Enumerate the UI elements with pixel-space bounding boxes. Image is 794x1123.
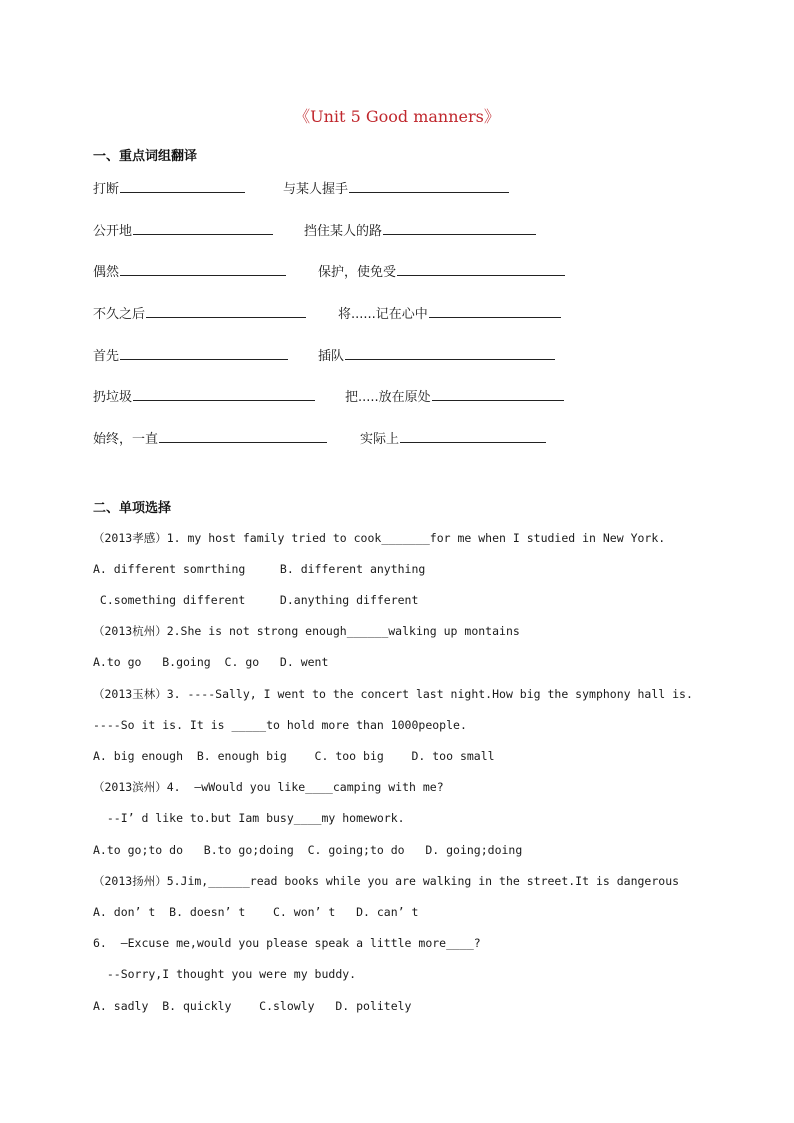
option-line: A. different somrthing B. different anything <box>93 562 426 576</box>
answer-blank[interactable] <box>432 386 564 401</box>
vocab-item <box>338 303 561 325</box>
answer-blank[interactable] <box>133 386 315 401</box>
question-line: （2013玉林）3. ----Sally, I went to the concert last night.How big the symphony hall is. <box>93 687 693 701</box>
dialogue-line: --I’ d like to.but Iam busy____my homework. <box>93 811 405 825</box>
section-heading-multiple-choice: 二、单项选择 <box>93 501 172 516</box>
answer-blank[interactable] <box>349 178 509 193</box>
vocab-label: 打断 <box>93 182 120 197</box>
option-line: C.something different D.anything different <box>93 593 419 607</box>
option-line: A.to go;to do B.to go;doing C. going;to do D. going;doing <box>93 843 523 857</box>
question-line: （2013杭州）2.She is not strong enough______walking up montains <box>93 624 520 638</box>
option-line: A.to go B.going C. go D. went <box>93 655 329 669</box>
answer-blank[interactable] <box>383 220 536 235</box>
vocab-label: 不久之后 <box>93 307 146 322</box>
vocab-label: 实际上 <box>360 432 400 447</box>
vocab-item <box>283 178 509 200</box>
vocab-row <box>93 303 733 323</box>
answer-blank[interactable] <box>429 303 561 318</box>
vocab-label: 偶然 <box>93 265 120 280</box>
option-line: A. big enough B. enough big C. too big D. too small <box>93 749 495 763</box>
question-line: （2013扬州）5.Jim,______read books while you are walking in the street.It is dangerous <box>93 874 680 888</box>
vocab-label: 把.....放在原处 <box>345 390 431 405</box>
vocab-label: 始终，一直 <box>93 432 159 447</box>
answer-blank[interactable] <box>120 345 288 360</box>
option-line: A. sadly B. quickly C.slowly D. politely <box>93 999 412 1013</box>
vocab-label: 与某人握手 <box>283 182 349 197</box>
vocab-item <box>318 261 565 283</box>
vocab-label: 保护，使免受 <box>318 265 397 280</box>
vocab-item <box>93 345 288 367</box>
vocab-item <box>93 386 315 408</box>
section-heading-translation: 一、重点词组翻译 <box>93 149 198 164</box>
question-line: （2013孝感）1. my host family tried to cook_______for me when I studied in New York. <box>93 531 666 545</box>
option-line: A. don’ t B. doesn’ t C. won’ t D. can’ t <box>93 905 419 919</box>
vocab-item <box>93 303 306 325</box>
vocab-item <box>93 178 245 200</box>
vocab-label: 插队 <box>318 349 345 364</box>
dialogue-line: ----So it is. It is _____to hold more than 1000people. <box>93 718 467 732</box>
vocab-row <box>93 261 733 281</box>
vocab-row <box>93 386 733 406</box>
vocab-label: 挡住某人的路 <box>304 224 383 239</box>
vocab-item <box>93 220 273 242</box>
vocab-label: 公开地 <box>93 224 133 239</box>
question-line: （2013滨州）4. –wWould you like____camping with me? <box>93 780 444 794</box>
vocab-label: 将......记在心中 <box>338 307 428 322</box>
vocab-row <box>93 428 733 448</box>
answer-blank[interactable] <box>397 261 565 276</box>
vocab-row <box>93 178 733 198</box>
answer-blank[interactable] <box>345 345 555 360</box>
dialogue-line: --Sorry,I thought you were my buddy. <box>93 967 357 981</box>
answer-blank[interactable] <box>146 303 306 318</box>
vocab-label: 扔垃圾 <box>93 390 133 405</box>
answer-blank[interactable] <box>159 428 327 443</box>
answer-blank[interactable] <box>120 261 286 276</box>
question-line: 6. –Excuse me,would you please speak a little more____? <box>93 936 481 950</box>
vocab-label: 首先 <box>93 349 120 364</box>
vocab-row <box>93 220 733 240</box>
answer-blank[interactable] <box>400 428 546 443</box>
page-title: 《Unit 5 Good manners》 <box>294 107 500 126</box>
vocab-item <box>93 261 286 283</box>
vocab-row <box>93 345 733 365</box>
vocab-item <box>360 428 546 450</box>
vocab-item <box>345 386 564 408</box>
answer-blank[interactable] <box>120 178 245 193</box>
vocab-item <box>318 345 555 367</box>
vocab-item <box>93 428 327 450</box>
answer-blank[interactable] <box>133 220 273 235</box>
vocab-item <box>304 220 536 242</box>
